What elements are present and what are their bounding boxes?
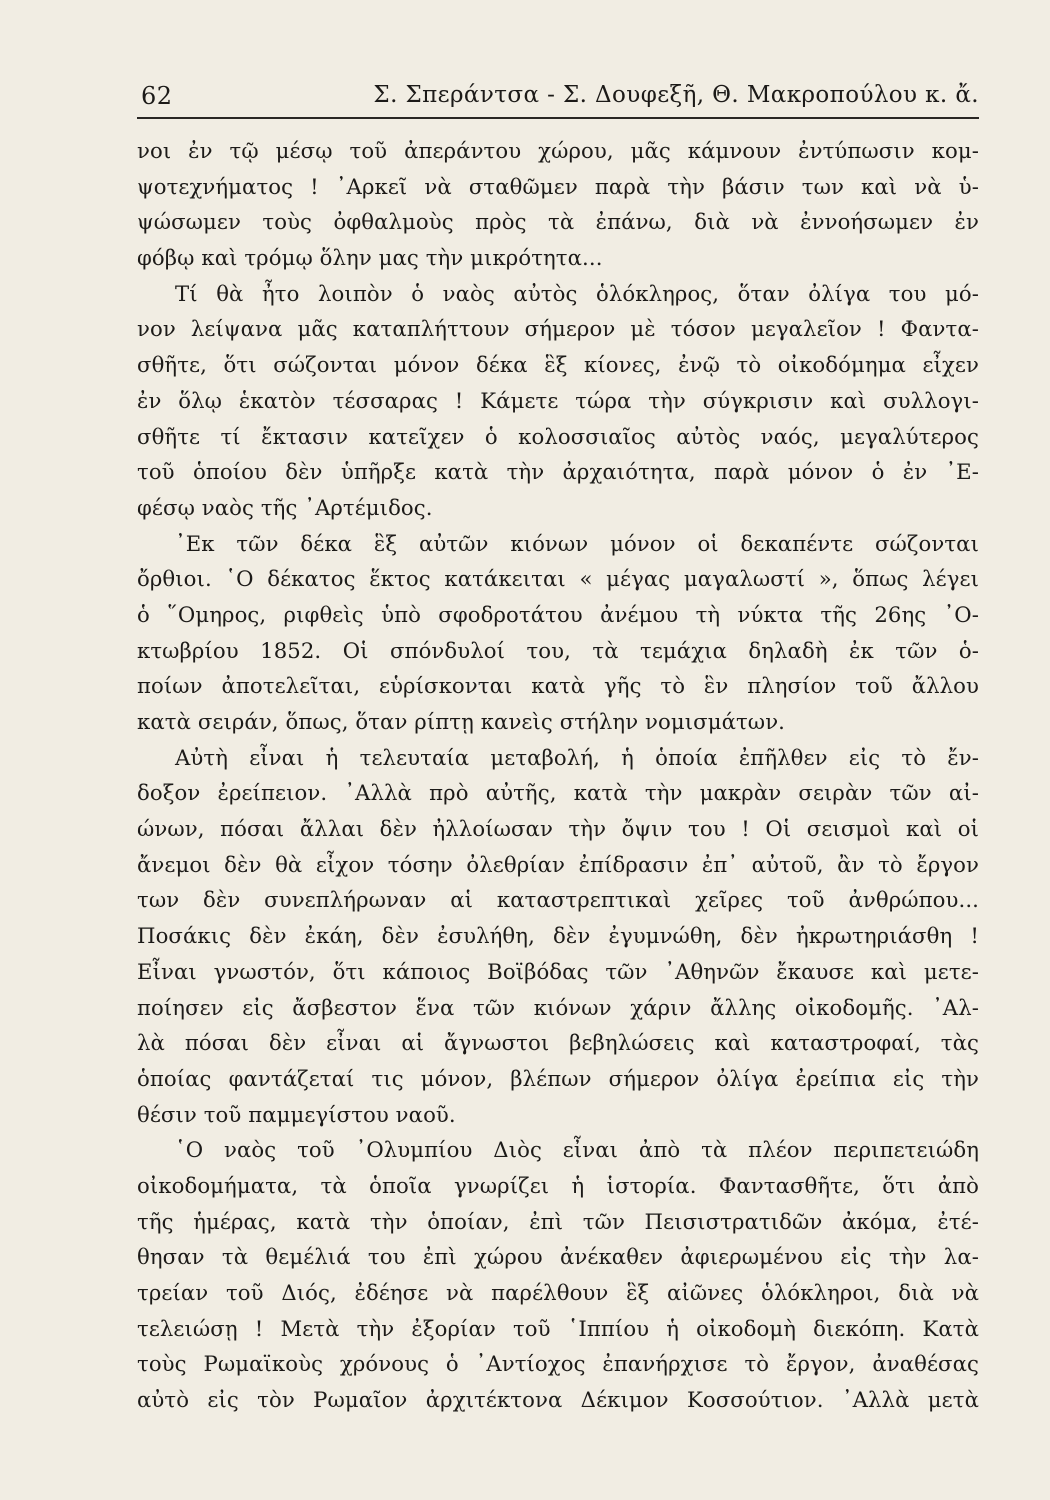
text-line: ᾿Εκ τῶν δέκα ἓξ αὐτῶν κιόνων μόνον οἱ δεκαπέντε σώζονται — [175, 530, 979, 556]
text-line: των δὲν συνεπλήρωναν αἱ καταστρεπτικαὶ χεῖρες τοῦ ἀνθρώπου... — [137, 887, 979, 913]
text-line: ἐν ὅλῳ ἑκατὸν τέσσαρας ! Κάμετε τώρα τὴν σύγκρισιν καὶ συλλογι- — [137, 387, 979, 413]
text-line: σθῆτε, ὅτι σώζονται μόνον δέκα ἓξ κίονες, ἐνῷ τὸ οἰκοδόμημα εἶχεν — [137, 352, 979, 378]
text-line: κτωβρίου 1852. Οἱ σπόνδυλοί του, τὰ τεμάχια δηλαδὴ ἐκ τῶν ὁ- — [137, 637, 979, 663]
text-line: τρείαν τοῦ Διός, ἐδέησε νὰ παρέλθουν ἓξ αἰῶνες ὁλόκληροι, διὰ νὰ — [137, 1280, 979, 1305]
header-rule — [137, 117, 979, 119]
text-line: τῆς ἡμέρας, κατὰ τὴν ὁποίαν, ἐπὶ τῶν Πεισιστρατιδῶν ἀκόμα, ἐτέ- — [137, 1208, 979, 1234]
text-line: ὁ ῞Ομηρος, ριφθεὶς ὑπὸ σφοδροτάτου ἀνέμου τὴ νύκτα τῆς 26ης ᾿Ο- — [137, 601, 979, 627]
text-line: ποίησεν εἰς ἄσβεστον ἕνα τῶν κιόνων χάριν ἄλλης οἰκοδομῆς. ᾿Αλ- — [137, 994, 979, 1020]
text-line: ποίων ἀποτελεῖται, εὑρίσκονται κατὰ γῆς τὸ ἓν πλησίον τοῦ ἄλλου — [137, 673, 979, 699]
text-line: ὁποίας φαντάζεταί τις μόνον, βλέπων σήμερον ὀλίγα ἐρείπια εἰς τὴν — [137, 1065, 979, 1091]
text-line: Εἶναι γνωστόν, ὅτι κάποιος Βοϊβόδας τῶν ᾿Αθηνῶν ἔκαυσε καὶ μετε- — [137, 958, 979, 984]
text-line: λὰ πόσαι δὲν εἶναι αἱ ἄγνωστοι βεβηλώσεις καὶ καταστροφαί, τὰς — [137, 1030, 979, 1056]
text-line: ψώσωμεν τοὺς ὀφθαλμοὺς πρὸς τὰ ἐπάνω, διὰ νὰ ἐννοήσωμεν ἐν — [137, 209, 979, 235]
text-line: ὄρθιοι. ῾Ο δέκατος ἕκτος κατάκειται « μέγας μαγαλωστί », ὅπως λέγει — [137, 566, 979, 592]
text-line: ψοτεχνήματος ! ᾿Αρκεῖ νὰ σταθῶμεν παρὰ τὴν βάσιν των καὶ νὰ ὑ- — [137, 173, 979, 199]
text-line: ἄνεμοι δὲν θὰ εἶχον τόσην ὀλεθρίαν ἐπίδρασιν ἐπ᾿ αὐτοῦ, ἂν τὸ ἔργον — [137, 851, 979, 877]
text-line: Αὐτὴ εἶναι ἡ τελευταία μεταβολή, ἡ ὁποία ἐπῆλθεν εἰς τὸ ἔν- — [175, 744, 979, 770]
text-line: θησαν τὰ θεμέλιά του ἐπὶ χώρου ἀνέκαθεν ἀφιερωμένου εἰς τὴν λα- — [137, 1244, 979, 1270]
text-line: τελειώσῃ ! Μετὰ τὴν ἐξορίαν τοῦ ῾Ιππίου ἡ οἰκοδομὴ διεκόπη. Κατὰ — [137, 1315, 979, 1341]
text-line: δοξον ἐρείπειον. ᾿Αλλὰ πρὸ αὐτῆς, κατὰ τὴν μακρὰν σειρὰν τῶν αἰ- — [137, 780, 979, 806]
running-head: Σ. Σπεράντσα - Σ. Δουφεξῆ, Θ. Μακροπούλου κ. ἄ. — [373, 82, 979, 108]
text-line: ώνων, πόσαι ἄλλαι δὲν ἠλλοίωσαν τὴν ὄψιν του ! Οἱ σεισμοὶ καὶ οἱ — [137, 816, 979, 842]
text-line: ῾Ο ναὸς τοῦ ᾿Ολυμπίου Διὸς εἶναι ἀπὸ τὰ πλέον περιπετειώδη — [175, 1137, 979, 1163]
text-line: νον λείψανα μᾶς καταπλήττουν σήμερον μὲ τόσον μεγαλεῖον ! Φαντα- — [137, 316, 979, 342]
text-line: κατὰ σειράν, ὅπως, ὅταν ρίπτῃ κανεὶς στήλην νομισμάτων. — [137, 709, 786, 734]
text-line: φέσῳ ναὸς τῆς ᾿Αρτέμιδος. — [137, 494, 433, 520]
page-number: 62 — [141, 82, 173, 110]
text-line: νοι ἐν τῷ μέσῳ τοῦ ἀπεράντου χώρου, μᾶς κάμνουν ἐντύπωσιν κομ- — [137, 138, 979, 163]
text-line: Ποσάκις δὲν ἐκάη, δὲν ἐσυλήθη, δὲν ἐγυμνώθη, δὲν ἠκρωτηριάσθη ! — [137, 923, 979, 949]
text-line: οἰκοδομήματα, τὰ ὁποῖα γνωρίζει ἡ ἱστορία. Φαντασθῆτε, ὅτι ἀπὸ — [137, 1172, 979, 1198]
page-header — [137, 72, 979, 120]
text-line: σθῆτε τί ἔκτασιν κατεῖχεν ὁ κολοσσιαῖος αὐτὸς ναός, μεγαλύτερος — [137, 423, 979, 449]
text-line: τοῦ ὁποίου δὲν ὑπῆρξε κατὰ τὴν ἀρχαιότητα, παρὰ μόνον ὁ ἐν ᾿Ε- — [137, 459, 979, 485]
text-line: αὐτὸ εἰς τὸν Ρωμαῖον ἀρχιτέκτονα Δέκιμον Κοσσούτιον. ᾿Αλλὰ μετὰ — [137, 1387, 979, 1413]
text-line: Τί θὰ ἦτο λοιπὸν ὁ ναὸς αὐτὸς ὁλόκληρος, ὅταν ὀλίγα του μό- — [175, 280, 979, 306]
body-text — [137, 133, 979, 1418]
text-line: φόβῳ καὶ τρόμῳ ὅλην μας τὴν μικρότητα... — [137, 245, 603, 271]
text-line: τοὺς Ρωμαϊκοὺς χρόνους ὁ ᾿Αντίοχος ἐπανήρχισε τὸ ἔργον, ἀναθέσας — [137, 1351, 979, 1377]
text-line: θέσιν τοῦ παμμεγίστου ναοῦ. — [137, 1101, 456, 1127]
